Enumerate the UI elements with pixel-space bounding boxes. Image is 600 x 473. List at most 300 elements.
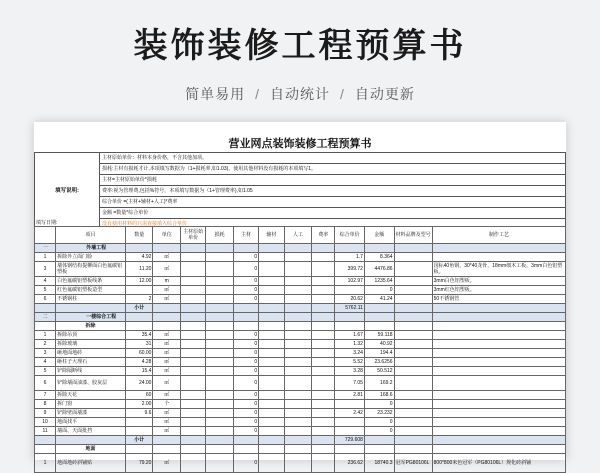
item-name: 拆除天花 [56, 391, 126, 400]
table-cell [284, 376, 312, 391]
table-cell [312, 286, 335, 295]
table-cell [259, 358, 284, 367]
tag-easy: 简单易用 [185, 86, 246, 102]
craft [432, 418, 565, 427]
table-cell [206, 445, 234, 454]
amount: 41.24 [364, 295, 394, 304]
table-row [35, 367, 566, 376]
brand [394, 253, 432, 262]
amount: 1235.64 [364, 277, 394, 286]
table-cell [180, 244, 205, 253]
table-cell [206, 331, 234, 340]
amount: 18740.3 [364, 454, 394, 473]
main-material: 0 [233, 349, 258, 358]
craft: 3mm白色铝塑板。 [432, 277, 565, 286]
row-no: 5 [35, 367, 56, 376]
table-cell [284, 304, 312, 313]
amount: 4476.86 [364, 262, 394, 277]
row-no: 3 [35, 262, 56, 277]
table-cell [364, 436, 394, 445]
table-cell [259, 367, 284, 376]
table-cell [312, 295, 335, 304]
main-material: 0 [233, 295, 258, 304]
col-header: 人工 [284, 227, 312, 244]
table-cell [153, 436, 181, 445]
budget-sheet [34, 122, 566, 466]
unit: ㎡ [153, 286, 181, 295]
main-material: 0 [233, 286, 258, 295]
table-row [35, 391, 566, 400]
quantity [125, 418, 153, 427]
section-row [35, 313, 566, 322]
row-no: 7 [35, 391, 56, 400]
row-no: 1 [35, 253, 56, 262]
unit-price: 20.62 [335, 295, 365, 304]
table-cell [284, 244, 312, 253]
section-row [35, 244, 566, 253]
table-cell [284, 277, 312, 286]
table-row [35, 340, 566, 349]
table-cell [259, 376, 284, 391]
brand [394, 418, 432, 427]
col-header: 损耗 [206, 227, 234, 244]
unit: ㎡ [153, 418, 181, 427]
unit-price [335, 286, 365, 295]
table-cell [125, 445, 153, 454]
table-cell [125, 322, 153, 331]
item-name: 拆门窗 [56, 400, 126, 409]
amount: 168.6 [364, 391, 394, 400]
col-header: 金额 [364, 227, 394, 244]
brand: 冠军PG80106L [394, 454, 432, 473]
note-line-highlight: 没有使用材料的只需直接填入综合单价 [100, 219, 566, 230]
brand [394, 391, 432, 400]
table-cell [284, 340, 312, 349]
table-cell [284, 286, 312, 295]
table-cell [312, 304, 335, 313]
table-cell [180, 286, 205, 295]
table-cell [312, 331, 335, 340]
note-line: 损耗:主材有损耗才计,本项填写数据为（1+损耗率,如1.03)，使用其他材料没有损耗的本项填写1。 [100, 164, 566, 175]
table-cell [364, 322, 394, 331]
unit-price: 3.24 [335, 349, 365, 358]
table-cell [394, 322, 432, 331]
item-name: 不锈钢柱 [56, 295, 126, 304]
note-line: 综合单价 =(主材+辅材+人工)*费率 [100, 197, 566, 208]
table-cell [312, 376, 335, 391]
unit-price: 102.97 [335, 277, 365, 286]
row-no: 1 [35, 454, 56, 473]
quantity: 11.20 [125, 262, 153, 277]
unit: ㎡ [153, 295, 181, 304]
table-cell [284, 367, 312, 376]
subsection-name: 地面 [56, 445, 126, 454]
table-cell [284, 391, 312, 400]
table-cell [180, 391, 205, 400]
main-material: 0 [233, 277, 258, 286]
table-cell [35, 322, 56, 331]
main-material: 0 [233, 400, 258, 409]
table-cell [206, 391, 234, 400]
row-no: 6 [35, 376, 56, 391]
tag-auto-stat: 自动统计 [270, 86, 330, 102]
table-cell [312, 358, 335, 367]
unit-price: 1.32 [335, 340, 365, 349]
table-cell [432, 313, 565, 322]
table-cell [206, 304, 234, 313]
table-cell [259, 445, 284, 454]
table-cell [312, 244, 335, 253]
unit-price: 1.67 [335, 331, 365, 340]
table-cell [180, 313, 205, 322]
table-cell [312, 262, 335, 277]
table-cell [233, 313, 258, 322]
table-cell [284, 445, 312, 454]
amount: 59.118 [364, 331, 394, 340]
table-cell [312, 322, 335, 331]
unit-price: 236.62 [335, 454, 365, 473]
item-name: 拆除吊顶 [56, 331, 126, 340]
craft [432, 367, 565, 376]
table-cell [312, 340, 335, 349]
table-row [35, 409, 566, 418]
item-name: 铲除壁面墙漆 [56, 409, 126, 418]
note-line: 主材原始单价：材料本身价格，不含其他加项。 [100, 153, 566, 164]
row-no: 10 [35, 418, 56, 427]
table-cell [153, 304, 181, 313]
tag-auto-update: 自动更新 [354, 86, 415, 102]
table-cell [394, 304, 432, 313]
table-cell [206, 295, 234, 304]
table-cell [284, 454, 312, 473]
section-no: 二 [35, 313, 56, 322]
unit-price [335, 427, 365, 436]
main-material: 0 [233, 358, 258, 367]
budget-table [34, 226, 566, 473]
table-cell [312, 253, 335, 262]
main-material: 0 [233, 391, 258, 400]
item-name: 红色氟碳铝塑板造型 [56, 286, 126, 295]
subtotal-row [35, 436, 566, 445]
amount: 23.6256 [364, 358, 394, 367]
table-cell [284, 400, 312, 409]
table-cell [180, 400, 205, 409]
note-line: 主材=主材原始单价*损耗 [100, 175, 566, 186]
page-title: 装饰装修工程预算书 [133, 27, 467, 65]
table-cell [180, 409, 205, 418]
brand [394, 409, 432, 418]
table-cell [206, 400, 234, 409]
table-cell [259, 262, 284, 277]
table-cell [259, 454, 284, 473]
table-cell [312, 436, 335, 445]
table-cell [259, 304, 284, 313]
table-cell [432, 445, 565, 454]
table-cell [180, 427, 205, 436]
craft: 3mm红色铝塑板。 [432, 286, 565, 295]
quantity: 24.00 [125, 376, 153, 391]
table-cell [284, 331, 312, 340]
main-material: 0 [233, 340, 258, 349]
unit-price: 3.28 [335, 367, 365, 376]
table-row [35, 277, 566, 286]
table-cell [125, 313, 153, 322]
main-material: 0 [233, 409, 258, 418]
unit: ㎡ [153, 409, 181, 418]
subtotal-label: 小计 [125, 304, 153, 313]
table-cell [312, 349, 335, 358]
brand [394, 367, 432, 376]
table-cell [180, 367, 205, 376]
table-cell [364, 313, 394, 322]
table-cell [312, 454, 335, 473]
subtotal-amount: 5762.11 [335, 304, 365, 313]
subtotal-amount: 729.608 [335, 436, 365, 445]
subtotal-row [35, 304, 566, 313]
tagline [0, 84, 600, 104]
table-cell [259, 331, 284, 340]
amount: 50.512 [364, 367, 394, 376]
quantity: 12.00 [125, 277, 153, 286]
col-header: 主材原始单价 [180, 227, 205, 244]
amount: 8.364 [364, 253, 394, 262]
item-name: 地面地砖斜铺贴 [56, 454, 126, 473]
unit: ㎡ [153, 454, 181, 473]
table-cell [180, 262, 205, 277]
table-row [35, 427, 566, 436]
row-no: 11 [35, 427, 56, 436]
quantity [125, 286, 153, 295]
table-cell [284, 322, 312, 331]
table-cell [312, 409, 335, 418]
table-cell [35, 304, 56, 313]
unit: ㎡ [153, 331, 181, 340]
table-cell [394, 244, 432, 253]
table-cell [233, 244, 258, 253]
table-cell [35, 436, 56, 445]
item-name: 白色氟碳铝塑板线条 [56, 277, 126, 286]
brand [394, 286, 432, 295]
quantity: 2 [125, 295, 153, 304]
table-cell [180, 376, 205, 391]
table-cell [312, 400, 335, 409]
craft [432, 340, 565, 349]
craft [432, 400, 565, 409]
amount: 0 [364, 427, 394, 436]
table-cell [394, 445, 432, 454]
unit: ㎡ [153, 340, 181, 349]
table-cell [206, 262, 234, 277]
table-row [35, 286, 566, 295]
note-line: 金额 =数量*综合单价 [100, 208, 566, 219]
table-cell [206, 376, 234, 391]
craft: 50不锈钢管 [432, 295, 565, 304]
amount: 0 [364, 286, 394, 295]
table-cell [364, 244, 394, 253]
brand [394, 277, 432, 286]
table-cell [180, 349, 205, 358]
table-cell [432, 436, 565, 445]
table-cell [35, 445, 56, 454]
craft [432, 331, 565, 340]
table-cell [206, 454, 234, 473]
table-cell [259, 427, 284, 436]
table-cell [312, 277, 335, 286]
main-material: 0 [233, 262, 258, 277]
row-no: 9 [35, 409, 56, 418]
brand [394, 427, 432, 436]
table-cell [180, 340, 205, 349]
table-cell [284, 436, 312, 445]
brand [394, 295, 432, 304]
table-cell [56, 304, 126, 313]
table-cell [312, 367, 335, 376]
notes-label: 填写说明: [35, 153, 100, 230]
unit: ㎡ [153, 358, 181, 367]
col-header: 综合单价 [335, 227, 365, 244]
col-header: 单位 [153, 227, 181, 244]
table-row [35, 376, 566, 391]
row-no: 4 [35, 358, 56, 367]
table-cell [259, 391, 284, 400]
table-cell [259, 295, 284, 304]
col-header: 数量 [125, 227, 153, 244]
col-header: 主材 [233, 227, 258, 244]
table-cell [335, 322, 365, 331]
item-name: 砸柱子大理石 [56, 358, 126, 367]
table-cell [180, 253, 205, 262]
table-cell [233, 445, 258, 454]
table-cell [206, 409, 234, 418]
col-header: 费率 [312, 227, 335, 244]
craft: 800*800米色冠军（PG80106L）规化砖斜铺 [432, 454, 565, 473]
item-name: 地面找平 [56, 418, 126, 427]
table-cell [153, 244, 181, 253]
quantity: 15.4 [125, 367, 153, 376]
row-no: 3 [35, 349, 56, 358]
table-cell [180, 454, 205, 473]
table-cell [259, 409, 284, 418]
brand [394, 340, 432, 349]
table-row [35, 418, 566, 427]
subsection-name: 拆除 [56, 322, 126, 331]
table-cell [180, 358, 205, 367]
unit: ㎡ [153, 349, 181, 358]
main-material: 0 [233, 367, 258, 376]
quantity: 31 [125, 340, 153, 349]
quantity: 79.20 [125, 454, 153, 473]
table-row [35, 349, 566, 358]
unit: 个 [153, 400, 181, 409]
table-cell [432, 304, 565, 313]
table-cell [180, 445, 205, 454]
table-cell [259, 400, 284, 409]
table-cell [364, 304, 394, 313]
table-row [35, 253, 566, 262]
craft [432, 358, 565, 367]
quantity: 35.4 [125, 331, 153, 340]
row-no: 8 [35, 400, 56, 409]
table-cell [233, 304, 258, 313]
table-cell [206, 277, 234, 286]
main-material: 0 [233, 418, 258, 427]
unit-price: 2.42 [335, 409, 365, 418]
table-cell [206, 340, 234, 349]
table-cell [312, 418, 335, 427]
craft [432, 427, 565, 436]
amount: 194.4 [364, 349, 394, 358]
row-no: 2 [35, 340, 56, 349]
table-cell [432, 244, 565, 253]
table-cell [335, 244, 365, 253]
table-cell [335, 445, 365, 454]
unit-price: 7.05 [335, 376, 365, 391]
table-cell [233, 322, 258, 331]
table-cell [206, 253, 234, 262]
table-cell [335, 313, 365, 322]
quantity: 60.00 [125, 349, 153, 358]
brand [394, 349, 432, 358]
amount: 23.232 [364, 409, 394, 418]
table-cell [180, 322, 205, 331]
tag-separator: / [340, 86, 345, 102]
craft: 国标40角钢，30*40龙骨，18mm细木工板，3mm白色铝塑板。 [432, 262, 565, 277]
table-cell [312, 391, 335, 400]
unit-price: 2.81 [335, 391, 365, 400]
date-label: 填写日期: [36, 220, 58, 226]
table-cell [206, 436, 234, 445]
col-header-no [35, 227, 56, 244]
subtotal-label: 小计 [125, 436, 153, 445]
table-cell [284, 295, 312, 304]
unit-price [335, 418, 365, 427]
unit: ㎡ [153, 253, 181, 262]
item-name: 墙体钢结构提柳面白色氟碳铝塑板 [56, 262, 126, 277]
amount: 0 [364, 418, 394, 427]
main-material: 0 [233, 427, 258, 436]
subsection-row [35, 322, 566, 331]
craft [432, 349, 565, 358]
main-material: 0 [233, 376, 258, 391]
table-cell [180, 331, 205, 340]
table-cell [312, 427, 335, 436]
item-name: 拆除玻璃 [56, 340, 126, 349]
table-cell [259, 436, 284, 445]
amount: 169.2 [364, 376, 394, 391]
craft [432, 253, 565, 262]
table-cell [180, 304, 205, 313]
unit: ㎡ [153, 367, 181, 376]
table-cell [284, 313, 312, 322]
table-cell [259, 418, 284, 427]
col-header: 材料品牌及型号 [394, 227, 432, 244]
table-cell [259, 349, 284, 358]
item-name: 拆除外立面门脸 [56, 253, 126, 262]
amount: 0 [364, 400, 394, 409]
table-cell [206, 427, 234, 436]
table-cell [259, 322, 284, 331]
table-cell [206, 244, 234, 253]
table-cell [206, 286, 234, 295]
table-row [35, 358, 566, 367]
table-row [35, 400, 566, 409]
unit-price: 1.7 [335, 253, 365, 262]
quantity: 60 [125, 391, 153, 400]
row-no: 5 [35, 286, 56, 295]
table-cell [312, 313, 335, 322]
brand [394, 358, 432, 367]
table-cell [153, 313, 181, 322]
